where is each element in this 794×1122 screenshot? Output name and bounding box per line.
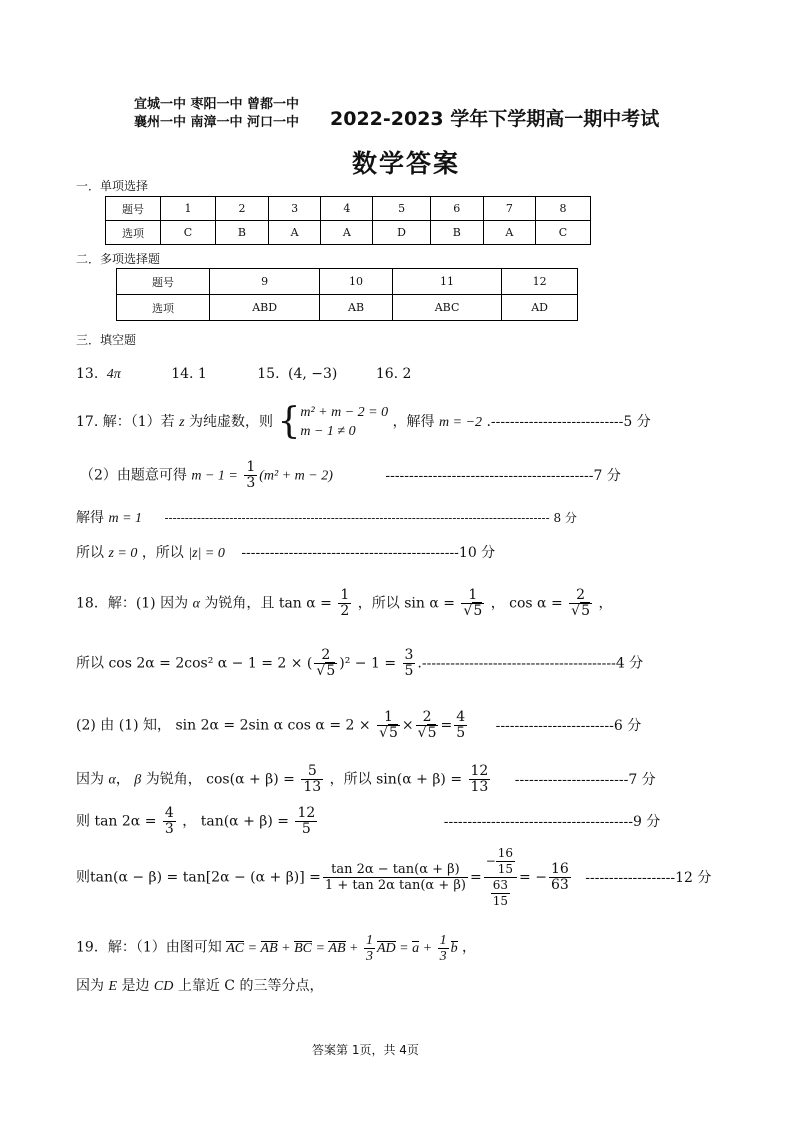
fraction: $\frac{3}{5}$ — [404, 647, 414, 679]
q13-label: 13. — [76, 366, 99, 382]
var-beta: β — [134, 772, 142, 788]
q18-line5 — [76, 806, 660, 837]
q15-answer: (4, −3) — [287, 366, 338, 382]
table-cell: A — [268, 221, 320, 245]
table-cell: 9 — [210, 269, 320, 295]
table-cell: 选项 — [106, 221, 161, 245]
table-cell: 12 — [502, 269, 578, 295]
fraction: $\frac{2}{√5}$ — [417, 709, 437, 741]
equation: sin α = — [404, 595, 455, 612]
table-cell: ABC — [392, 295, 501, 321]
q18-text: ，所以 — [329, 771, 372, 788]
table-cell: 题号 — [106, 197, 161, 221]
q19-text: 因为 — [76, 978, 104, 994]
score-marker: ------------------------7 分 — [514, 771, 656, 788]
section2-heading: 二．多项选择题 — [76, 252, 161, 266]
table-cell: 11 — [392, 269, 501, 295]
brace-icon: { — [277, 401, 301, 442]
q17-text: ，解得 — [392, 414, 435, 430]
table-row — [106, 221, 591, 245]
equation: )² − 1 = — [339, 655, 397, 672]
q18-text: 因为 — [76, 771, 104, 788]
q18-text: 18．解：(1) 因为 — [76, 595, 189, 612]
table-cell: 6 — [430, 197, 483, 221]
equation: ， tan(α + β) = — [182, 813, 289, 830]
fraction: $\frac{1}{2}$ — [340, 587, 350, 619]
score-marker: ----------------------------------------9 分 — [443, 813, 661, 830]
fraction: $\frac{1}{√5}$ — [463, 587, 483, 619]
q14-label: 14. 1 — [171, 366, 207, 382]
q17-line2 — [80, 460, 621, 491]
equation: cos(α + β) = — [206, 771, 295, 788]
table-row — [117, 269, 578, 295]
school-list — [134, 96, 299, 132]
single-choice-table — [105, 196, 591, 245]
score-marker: ----------------------------------------------10 分 — [241, 545, 496, 561]
score-marker: -------------------12 分 — [585, 869, 712, 886]
fraction: $\frac{2}{√5}$ — [571, 587, 590, 619]
q15-label: 15. — [257, 366, 280, 382]
equation: tan 2α = — [94, 813, 157, 830]
q17-line1 — [76, 403, 651, 441]
table-row — [117, 295, 578, 321]
table-cell: 10 — [320, 269, 393, 295]
page-footer: 答案第 1页，共 4页 — [312, 1043, 419, 1057]
fraction: $\frac{16}{63}$ — [550, 861, 569, 893]
fraction: $\frac{1}{√5}$ — [379, 709, 398, 741]
q17-text: 为纯虚数，则 — [188, 414, 273, 430]
q17-text: （2）由题意可得 — [80, 467, 187, 484]
table-cell: C — [161, 221, 216, 245]
table-row — [106, 197, 591, 221]
equation: m² + m − 2 = 0 — [300, 405, 389, 420]
point-label: E — [108, 979, 118, 994]
var-alpha: α — [192, 596, 200, 612]
q18-text: 则 — [76, 813, 90, 830]
table-cell: AD — [502, 295, 578, 321]
var-z: z — [179, 415, 185, 430]
q18-line6: 则tan(α − β) = tan[2α − (α + β)] = $\frac{\tan 2\alpha - \tan(\alpha + \beta)}{\text{1 + tan 2α tan(α + β)}}$ = − $\frac{16}{15}$ $\frac{63}{15}$ = − $\frac{16}{63}$ -------------------12 分 — [76, 846, 712, 908]
q19-text: 19．解：（1）由图可知 — [76, 939, 222, 956]
exam-title: 2022-2023 学年下学期高一期中考试 — [330, 108, 660, 130]
score-marker: -------------------------6 分 — [495, 717, 642, 734]
table-cell: B — [215, 221, 268, 245]
score-marker: .-----------------------------------------4 分 — [417, 655, 644, 672]
table-cell: 题号 — [117, 269, 210, 295]
q16-label: 16. 2 — [375, 366, 412, 382]
q18-line4: 因为 α， β 为锐角， cos(α + β) = $\frac{5}{13}$ ，所以 sin(α + β) = $\frac{12}{13}$ ------------------------7 分 — [76, 763, 656, 795]
q17-line3 — [76, 507, 577, 527]
fraction: $\frac{2}{√5}$ — [316, 647, 336, 679]
school-list-row2: 襄州一中 南漳一中 河口一中 — [134, 115, 300, 130]
q18-text: (2) 由 (1) 知， — [76, 717, 172, 734]
equation: cos 2α = 2cos² α − 1 = 2 × ( — [108, 655, 313, 672]
table-cell: ABD — [210, 295, 320, 321]
fraction: $\frac{1}{3}$ — [246, 459, 256, 491]
q17-text: ，所以 — [141, 545, 184, 561]
table-cell: A — [483, 221, 535, 245]
table-cell: 7 — [483, 197, 535, 221]
score-marker: .----------------------------5 分 — [486, 414, 651, 430]
table-cell: C — [535, 221, 590, 245]
table-cell: 选项 — [117, 295, 210, 321]
table-cell: AB — [320, 295, 393, 321]
q18-text: 为锐角，且 — [204, 595, 275, 612]
table-cell: 2 — [215, 197, 268, 221]
equation: ， cos α = — [490, 595, 563, 612]
q19-text: 是边 — [121, 978, 150, 994]
q17-result: m = 1 — [108, 511, 143, 526]
var-alpha: α — [108, 772, 116, 788]
q18-text: ，所以 — [357, 595, 400, 612]
q17-text: 17. 解：（1）若 — [76, 414, 175, 430]
fraction: $\frac{\tan 2\alpha - \tan(\alpha + \beta)}{\text{1 + tan 2α tan(α + β)}}$ — [324, 862, 466, 893]
complex-fraction: − $\frac{16}{15}$ $\frac{63}{15}$ — [484, 846, 517, 909]
fraction: $\frac{4}{3}$ — [164, 805, 174, 837]
multi-choice-table — [116, 268, 578, 321]
section1-heading: 一．单项选择 — [76, 179, 149, 193]
equation: sin(α + β) = — [376, 771, 463, 788]
score-marker: ----------------------------------------------------------------------------------------------- 8 分 — [164, 511, 577, 525]
table-cell: 5 — [373, 197, 430, 221]
section3-heading: 三．填空题 — [76, 333, 137, 347]
table-cell: A — [321, 221, 373, 245]
table-cell: D — [373, 221, 430, 245]
q17-result: m = −2 — [439, 415, 483, 430]
equation-system — [300, 403, 388, 441]
q13-answer: 4π — [106, 367, 121, 382]
fraction: $\frac{4}{5}$ — [456, 709, 466, 741]
equation: (m² + m − 2) — [259, 468, 333, 484]
equation: z = 0 — [108, 546, 138, 561]
q18-text: 则 — [76, 869, 90, 886]
page-title: 数学答案 — [352, 149, 461, 178]
q18-line3: (2) 由 (1) 知， sin 2α = 2sin α cos α = 2 × $\frac{1}{√5}$ × $\frac{2}{√5}$ = $\frac{4}{5}$ -------------------------6 分 — [76, 709, 642, 741]
fraction: $\frac{12}{5}$ — [297, 805, 316, 837]
q17-text: 所以 — [76, 545, 104, 561]
fraction: $\frac{12}{13}$ — [470, 763, 489, 795]
table-cell: 4 — [321, 197, 373, 221]
q18-line1: 18．解：(1) 因为 α 为锐角，且 tan α = $\frac{1}{2}$ ，所以 sin α = $\frac{1}{√5}$ ， cos α = $\frac{2}{√5}$ ， — [76, 587, 613, 619]
vector-equation: AC = AB + BC = AB + $\frac{1}{3}$ AD = a + $\frac{1}{3}$ b — [226, 933, 458, 964]
score-marker: --------------------------------------------7 分 — [385, 467, 621, 484]
fraction: $\frac{5}{13}$ — [303, 763, 322, 795]
q18-text: 所以 — [76, 655, 104, 672]
table-cell: 3 — [268, 197, 320, 221]
fill-in-answers — [76, 366, 411, 383]
segment-label: CD — [153, 979, 174, 994]
table-cell: 1 — [161, 197, 216, 221]
q18-line2 — [76, 648, 643, 679]
q17-text: 解得 — [76, 510, 104, 526]
equation: tan α = — [278, 595, 332, 612]
table-cell: 8 — [535, 197, 590, 221]
q18-text: 为锐角， — [145, 771, 202, 788]
q19-text: 上靠近 C 的三等分点， — [177, 978, 324, 994]
q17-line4 — [76, 542, 495, 562]
equation: m − 1 ≠ 0 — [300, 424, 356, 439]
table-cell: B — [430, 221, 483, 245]
equation: m − 1 = — [191, 468, 238, 484]
equation: |z| = 0 — [188, 546, 225, 561]
q19-line1: 19．解：（1）由图可知 AC = AB + BC = AB + $\frac{1}{3}$ AD = a + $\frac{1}{3}$ b ， — [76, 933, 477, 964]
equation: tan(α − β) = tan[2α − (α + β)] = — [90, 869, 321, 886]
q19-line2 — [76, 975, 323, 995]
school-list-row1: 宜城一中 枣阳一中 曾都一中 — [134, 97, 300, 112]
equation: sin 2α = 2sin α cos α = 2 × — [175, 717, 371, 734]
